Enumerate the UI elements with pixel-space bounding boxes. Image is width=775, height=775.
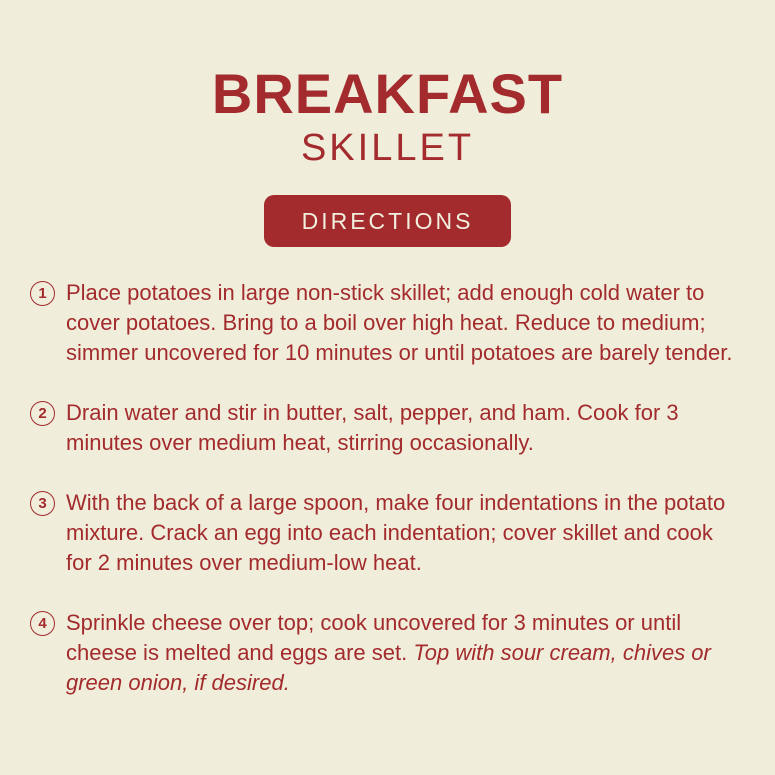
direction-step-2: [30, 398, 735, 458]
directions-button[interactable]: DIRECTIONS: [264, 195, 512, 247]
direction-step-3: [30, 488, 735, 578]
direction-step-4: [30, 608, 735, 698]
recipe-subtitle: SKILLET: [300, 127, 475, 169]
step-number-badge: 3: [30, 491, 55, 516]
step-text: [66, 278, 734, 368]
recipe-title: BREAKFAST: [211, 62, 564, 125]
step-text: [66, 608, 734, 698]
step-text-main: With the back of a large spoon, make four indentations in the potato mixture. Crack an egg into each indentation; cover skillet and cook for 2 minutes over medium-low heat.: [66, 490, 726, 575]
step-number-badge: 4: [30, 611, 55, 636]
direction-step-1: [30, 278, 735, 368]
recipe-header: [0, 62, 775, 247]
directions-list: [0, 278, 775, 698]
step-text-main: Drain water and stir in butter, salt, pepper, and ham. Cook for 3 minutes over medium heat, stirring occasionally.: [66, 400, 679, 455]
step-text-main: Place potatoes in large non-stick skillet; add enough cold water to cover potatoes. Bring to a boil over high heat. Reduce to medium; simmer uncovered for 10 minutes or until potatoes are barely tender.: [66, 280, 733, 365]
step-number-badge: 2: [30, 401, 55, 426]
step-text: [66, 398, 734, 458]
step-number-badge: 1: [30, 281, 55, 306]
step-text-main: Sprinkle cheese over top; cook uncovered for 3 minutes or until cheese is melted and eggs are set.: [66, 610, 682, 665]
step-text-note: Top with sour cream, chives or green onion, if desired.: [66, 640, 711, 695]
step-text: [66, 488, 734, 578]
